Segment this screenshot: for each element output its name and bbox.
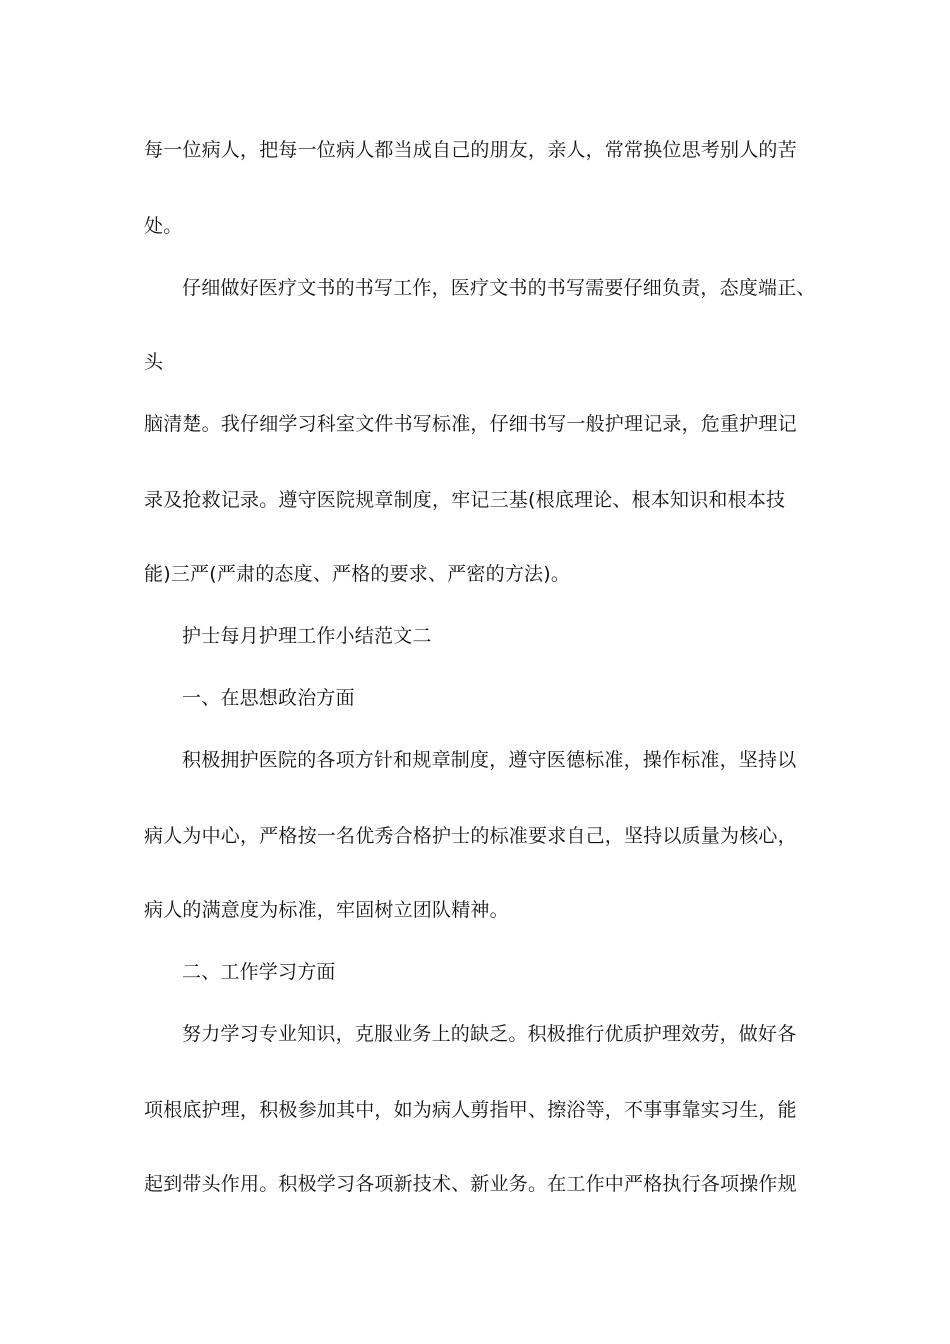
paragraph-line: 录及抢救记录。遵守医院规章制度，牢记三基(根底理论、根本知识和根本技	[144, 489, 786, 511]
paragraph-line: 积极拥护医院的各项方针和规章制度，遵守医德标准，操作标准，坚持以	[182, 749, 797, 771]
paragraph-line: 项根底护理，积极参加其中，如为病人剪指甲、擦浴等，不事事靠实习生，能	[144, 1099, 797, 1121]
paragraph-line: 头	[144, 351, 164, 373]
section-title: 护士每月护理工作小结范文二	[182, 625, 432, 647]
paragraph-line: 努力学习专业知识，克服业务上的缺乏。积极推行优质护理效劳，做好各	[182, 1023, 797, 1045]
paragraph-line: 能)三严(严肃的态度、严格的要求、严密的方法)。	[144, 563, 571, 585]
section-heading: 二、工作学习方面	[182, 961, 336, 983]
section-heading: 一、在思想政治方面	[182, 687, 355, 709]
paragraph-line: 脑清楚。我仔细学习科室文件书写标准，仔细书写一般护理记录，危重护理记	[144, 413, 797, 435]
paragraph-line: 处。	[144, 215, 183, 237]
paragraph-line: 每一位病人，把每一位病人都当成自己的朋友，亲人，常常换位思考别人的苦	[144, 139, 797, 161]
paragraph-line: 起到带头作用。积极学习各项新技术、新业务。在工作中严格执行各项操作规	[144, 1173, 797, 1195]
paragraph-line: 病人的满意度为标准，牢固树立团队精神。	[144, 899, 509, 921]
paragraph-line: 仔细做好医疗文书的书写工作，医疗文书的书写需要仔细负责，态度端正、	[182, 277, 816, 299]
paragraph-line: 病人为中心，严格按一名优秀合格护士的标准要求自己，坚持以质量为核心，	[144, 825, 797, 847]
